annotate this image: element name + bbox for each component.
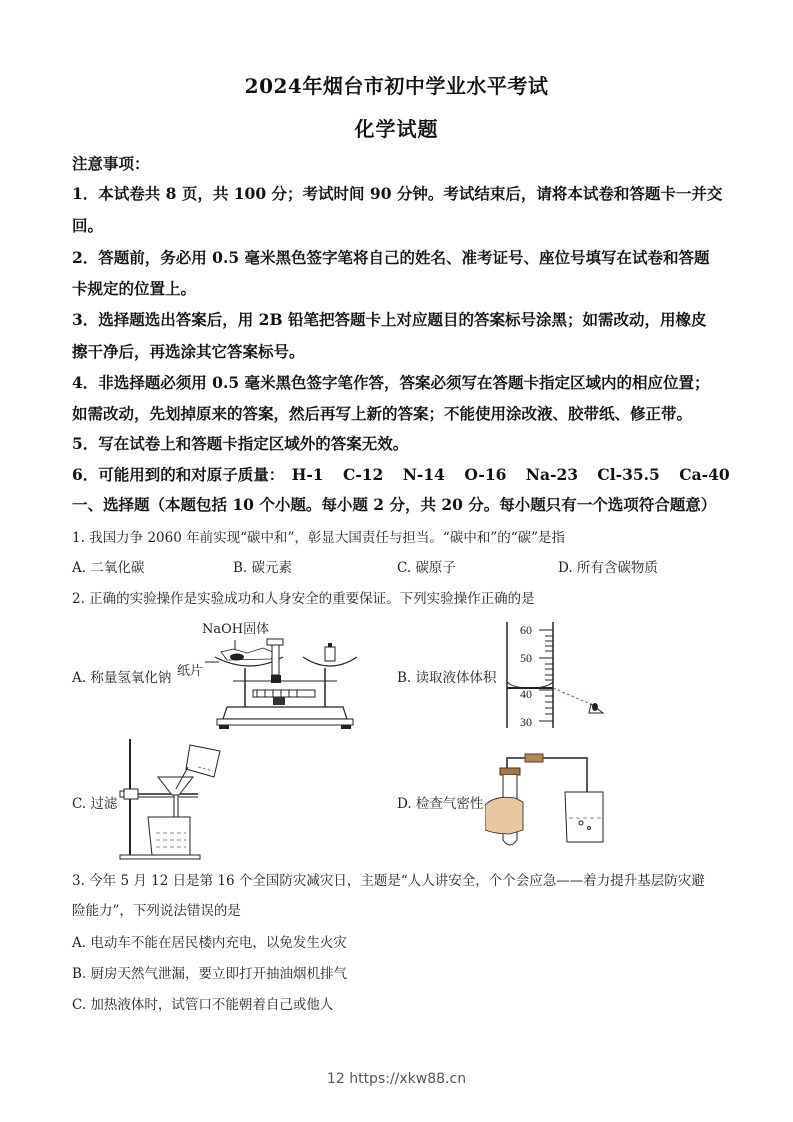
q1-option-d: D. 所有含碳物质	[558, 560, 658, 576]
footer-url[interactable]: https://xkw88.cn	[349, 1071, 467, 1087]
exam-title: 2024年烟台市初中学业水平考试	[244, 74, 549, 98]
page-footer	[0, 1071, 793, 1087]
q1-option-b: B. 碳元素	[233, 560, 293, 576]
page-number: 12	[326, 1071, 345, 1087]
paper-label: 纸片	[177, 664, 204, 679]
graduated-cylinder-figure	[503, 618, 613, 730]
naoh-label: NaOH固体	[202, 622, 270, 637]
notice-heading: 注意事项：	[72, 154, 150, 173]
question-3-stem-line1: 3. 今年 5 月 12 日是第 16 个全国防灾减灾日，主题是“人人讲安全，个个会应急——着力提升基层防灾避	[72, 873, 705, 889]
q2-option-c-label: C. 过滤	[72, 796, 118, 812]
filtration-figure	[118, 737, 228, 862]
atomic-mass-c: C-12	[342, 465, 384, 484]
atomic-mass-prefix: 6．可能用到的和对原子质量：	[72, 465, 285, 484]
atomic-mass-cl: Cl-35.5	[597, 465, 660, 484]
q3-option-a: A. 电动车不能在居民楼内充电，以免发生火灾	[72, 935, 347, 951]
atomic-mass-o: O-16	[464, 465, 507, 484]
q2-option-a-label: A. 称量氢氧化钠	[72, 670, 172, 686]
tick-30: 30	[520, 715, 532, 729]
notice-line-1-cont: 回。	[72, 216, 104, 235]
question-1-stem: 1. 我国力争 2060 年前实现“碳中和”，彰显大国责任与担当。“碳中和”的“碳”是指	[72, 530, 566, 546]
atomic-mass-n: N-14	[402, 465, 445, 484]
notice-line-1: 1．本试卷共 8 页，共 100 分；考试时间 90 分钟。考试结束后，请将本试卷和答题卡一并交	[72, 184, 723, 203]
notice-line-5: 5．写在试卷上和答题卡指定区域外的答案无效。	[72, 434, 409, 453]
tick-60: 60	[520, 623, 532, 637]
q2-option-d-label: D. 检查气密性	[397, 796, 484, 812]
q3-option-b: B. 厨房天然气泄漏，要立即打开抽油烟机排气	[72, 966, 348, 982]
atomic-mass-line	[72, 463, 744, 485]
notice-line-3-cont: 擦干净后，再选涂其它答案标号。	[72, 342, 305, 361]
notice-line-4-cont: 如需改动，先划掉原来的答案，然后再写上新的答案；不能使用涂改液、胶带纸、修正带。	[72, 404, 693, 423]
q3-option-c: C. 加热液体时，试管口不能朝着自己或他人	[72, 997, 334, 1013]
notice-line-3: 3．选择题选出答案后，用 2B 铅笔把答题卡上对应题目的答案标号涂黑；如需改动，用橡皮	[72, 310, 707, 329]
question-2-stem: 2. 正确的实验操作是实验成功和人身安全的重要保证。下列实验操作正确的是	[72, 591, 535, 607]
notice-line-4: 4．非选择题必须用 0.5 毫米黑色签字笔作答，答案必须写在答题卡指定区域内的相应位置；	[72, 373, 710, 392]
notice-line-2-cont: 卡规定的位置上。	[72, 279, 197, 298]
tick-40: 40	[520, 687, 532, 701]
question-3-stem-line2: 险能力”，下列说法错误的是	[72, 903, 241, 919]
notice-line-2: 2．答题前，务必用 0.5 毫米黑色签字笔将自己的姓名、准考证号、座位号填写在试卷和答题	[72, 248, 710, 267]
atomic-mass-na: Na-23	[525, 465, 579, 484]
q2-option-b-label: B. 读取液体体积	[397, 670, 497, 686]
balance-figure	[205, 635, 365, 730]
section-heading: 一、选择题（本题包括 10 个小题。每小题 2 分，共 20 分。每小题只有一个选项符合题意）	[72, 495, 717, 514]
q1-option-c: C. 碳原子	[397, 560, 456, 576]
airtightness-figure	[485, 750, 610, 855]
exam-subtitle: 化学试题	[354, 117, 439, 141]
tick-50: 50	[520, 651, 532, 665]
q1-option-a: A. 二氧化碳	[72, 560, 145, 576]
atomic-mass-ca: Ca-40	[679, 465, 730, 484]
atomic-mass-h: H-1	[291, 465, 324, 484]
